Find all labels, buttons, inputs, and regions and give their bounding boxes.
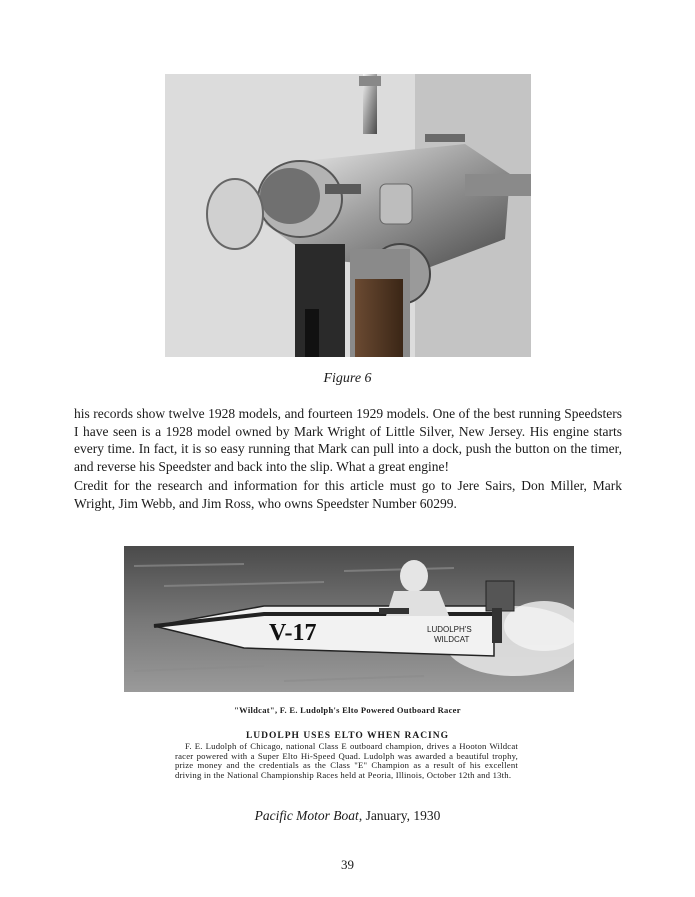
racing-boat-illustration bbox=[124, 546, 574, 692]
boat-number: V-17 bbox=[269, 620, 317, 646]
source-publication: Pacific Motor Boat bbox=[254, 808, 359, 823]
body-paragraph-1: his records show twelve 1928 models, and fourteen 1929 models. One of the best running Speedsters I have seen is a 1928 model owned by Mark Wright of Little Silver, New Jersey. His engine starts every time. In fact, it is so easy running that Mark can pull into a dock, push the button on the timer, and reverse his Speedster and back into the slip. What a great engine! bbox=[74, 406, 622, 474]
clipping-body: F. E. Ludolph of Chicago, national Class E outboard champion, drives a Hooton Wildcat racer powered with a Super Elto Hi-Speed Quad. Ludolph was awarded a beautiful trophy, prize money and the credentials as the Class "E" Champion as a result of his excellent driving in the National Championship Races held at Peoria, Illinois, October 12th and 13th. bbox=[175, 741, 518, 780]
boat-photo-caption: "Wildcat", F. E. Ludolph's Elto Powered Outboard Racer bbox=[234, 705, 461, 715]
engine-illustration bbox=[165, 74, 531, 357]
page-number: 39 bbox=[341, 857, 354, 872]
boat-name-line-1: LUDOLPH'S bbox=[427, 625, 472, 634]
boat-name-line-2: WILDCAT bbox=[434, 635, 470, 644]
figure-caption: Figure 6 bbox=[323, 371, 372, 386]
racing-boat-photo bbox=[124, 546, 574, 692]
source-citation bbox=[0, 808, 695, 824]
source-date: , January, 1930 bbox=[358, 808, 441, 823]
engine-photo bbox=[165, 74, 531, 357]
body-paragraph-2: Credit for the research and information for this article must go to Jere Sairs, Don Miller, Mark Wright, Jim Webb, and Jim Ross, who owns Speedster Number 60299. bbox=[74, 478, 622, 511]
clipping-headline: LUDOLPH USES ELTO WHEN RACING bbox=[245, 731, 450, 741]
